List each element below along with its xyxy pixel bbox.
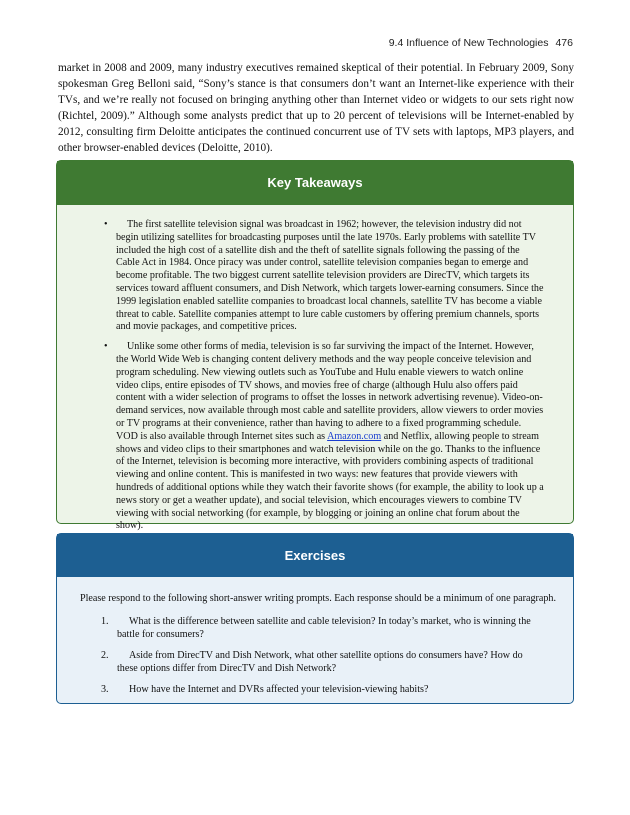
takeaway-text-2: Unlike some other forms of media, television is so far surviving the impact of the Internet. However, the World Wide Web is changing content delivery methods and the way people conceive television and program scheduling. New viewing outlets such as YouTube and Hulu enable viewers to watch online video clips, entire episodes of TV shows, and movies free of charge (although Hulu also offers paid content with a wider selection of programs to offset the losses in network advertising revenue). Video-on-demand services, now available through most cable and satellite providers, allow viewers to order movies or TV programs at their convenience, rather than having to adhere to a fixed programming schedule. VOD is also available through Internet sites such as [116, 341, 544, 442]
list-item [101, 683, 545, 696]
running-header [389, 37, 573, 49]
question-text: What is the difference between satellite and cable television? In today’s market, who is winning the battle for consumers? [117, 616, 531, 640]
list-item [101, 615, 545, 641]
takeaways-list [57, 219, 573, 533]
key-takeaways-title: Key Takeaways [57, 161, 573, 205]
list-item [104, 219, 545, 334]
section-title: 9.4 Influence of New Technologies [388, 37, 549, 49]
question-number: 2. [101, 650, 109, 661]
question-text: Aside from DirecTV and Dish Network, what other satellite options do consumers have? How do these options differ from DirecTV and Dish Network? [117, 650, 523, 674]
question-number: 1. [101, 616, 109, 627]
key-takeaways-box [56, 160, 574, 532]
list-item [101, 649, 545, 675]
exercises-box [56, 533, 574, 704]
bullet-icon: • [104, 341, 108, 353]
question-text: How have the Internet and DVRs affected your television-viewing habits? [129, 684, 429, 695]
intro-paragraph: market in 2008 and 2009, many industry executives remained skeptical of their potential. In February 2009, Sony spokesman Greg Belloni said, “Sony’s stance is that consumers don’t want an Internet-like experience with their TVs, and we’re really not focused on bringing anything other than Internet video or widgets to our sets right now (Richtel, 2009).” Although some analysts predict that up to 20 percent of televisions will be Internet-enabled by 2012, consulting firm Deloitte anticipates the continued concurrent use of TV sets with laptops, MP3 players, and other browser-enabled devices (Deloitte, 2010). [58, 62, 574, 154]
bullet-icon: • [104, 219, 108, 230]
page-number: 476 [555, 37, 573, 49]
question-list [57, 615, 573, 696]
takeaway-text-1: The first satellite television signal was broadcast in 1962; however, the television industry did not begin utilizing satellites for broadcasting purposes until the late 1970s. Early problems with satellite TV included the high cost of a satellite dish and the theft of satellite signals following the passing of the Cable Act in 1984. Once piracy was under control, satellite television companies began to emerge and become profitable. The two biggest current satellite television providers are DirecTV, which targets its services toward affluent consumers, and Dish Network, which targets lower-earning consumers. Since the 1999 legislation enabled satellite companies to broadcast local channels, satellite TV has become a viable threat to cable. Satellite companies attempt to lure cable customers by offering premium channels, sports and movie packages, and competitive prices. [116, 219, 544, 333]
exercises-title: Exercises [57, 534, 573, 577]
takeaway-text-2-cont: and Netflix, allowing people to stream shows and video clips to their smartphones and watch television while on the go. Thanks to the influence of the Internet, television is becoming more interactive, with providers combining aspects of traditional viewing and online content. This is manifested in two ways: new features that provide viewers with hundreds of additional options while they watch their favorite shows (for example, the ability to look up a news story or get a weather update), and social television, which encourages viewers to combine TV viewing with social networking (for example, by blogging or joining an online chat forum about the show). [116, 430, 544, 532]
question-number: 3. [101, 684, 109, 695]
amazon-link[interactable]: Amazon.com [327, 430, 382, 442]
list-item [104, 341, 545, 533]
exercises-intro: Please respond to the following short-answer writing prompts. Each response should be a minimum of one paragraph. [80, 593, 556, 604]
